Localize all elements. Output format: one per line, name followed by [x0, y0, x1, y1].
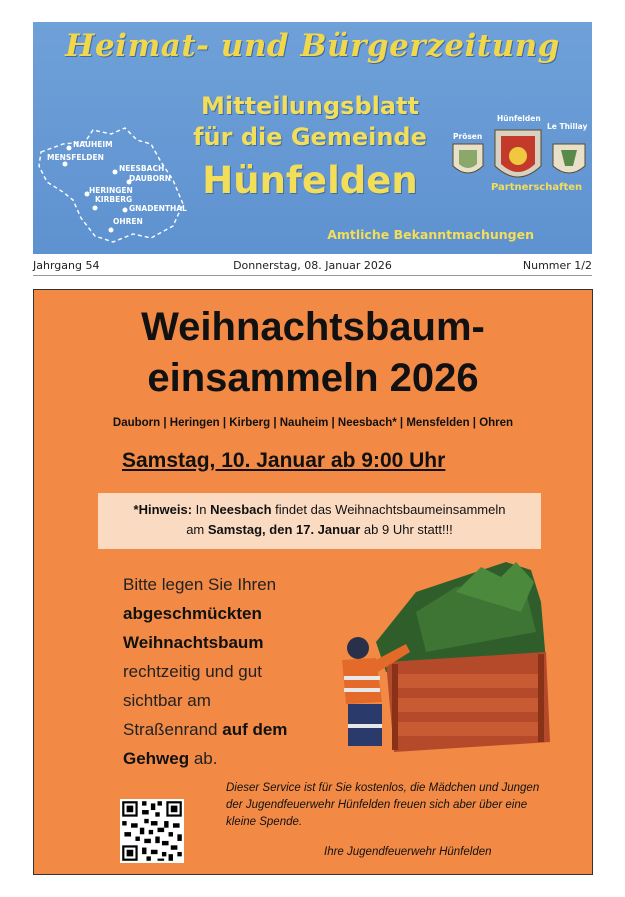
crest-huenfelden-icon [495, 130, 541, 177]
municipality-name: Hünfelden [202, 159, 418, 202]
hint-box [98, 493, 541, 549]
map-label-neesbach: NEESBACH [119, 164, 165, 173]
body-bold-3: auf dem [222, 720, 288, 739]
issue-info-bar [33, 257, 592, 276]
hint-text-3: am [186, 522, 208, 537]
poster-title-line-1: Weihnachtsbaum- [141, 305, 485, 349]
crest-label-huenfelden: Hünfelden [497, 114, 541, 123]
hint-text-1: In [192, 502, 211, 517]
partner-label: Partnerschaften [491, 182, 583, 193]
village-list: Dauborn | Heringen | Kirberg | Nauheim | Neesbach* | Mensfelden | Ohren [112, 417, 514, 429]
newspaper-title: Heimat- und Bürgerzeitung [65, 28, 560, 64]
crest-le-thillay-icon [553, 144, 585, 173]
hint-date: Samstag, den 17. Januar [207, 522, 361, 537]
map-label-dauborn: DAUBORN [129, 174, 172, 183]
body-line-1: Bitte legen Sie Ihren [123, 575, 277, 594]
crest-proesen-icon [453, 144, 483, 173]
body-line-2: rechtzeitig und gut [123, 662, 262, 681]
hint-place: Neesbach [210, 502, 272, 517]
map-label-mensfelden: MENSFELDEN [47, 153, 104, 162]
body-bold-4: Gehweg [123, 749, 190, 768]
map-label-ohren: OHREN [113, 217, 143, 226]
crest-label-proesen: Prösen [453, 132, 483, 141]
body-line-5: ab. [189, 749, 218, 768]
qr-code-icon[interactable] [120, 799, 184, 863]
tree-collection-photo [306, 552, 556, 767]
hint-label: *Hinweis: [133, 502, 193, 517]
body-bold-1: abgeschmückten [123, 604, 262, 623]
subtitle-line-2: für die Gemeinde [193, 123, 427, 151]
map-label-gnadenthal: GNADENTHAL [129, 204, 187, 213]
subtitle-line-1: Mitteilungsblatt [201, 92, 419, 120]
issue-volume: Jahrgang 54 [33, 259, 100, 272]
hint-text-2: findet das Weihnachtsbaumeinsammeln [271, 502, 506, 517]
map-label-kirberg: KIRBERG [95, 195, 133, 204]
crest-label-le-thillay: Le Thillay [547, 122, 588, 131]
issue-number: Nummer 1/2 [522, 259, 592, 272]
map-label-heringen: HERINGEN [89, 186, 133, 195]
collection-date: Samstag, 10. Januar ab 9:00 Uhr [122, 449, 446, 472]
body-line-3: sichtbar am [123, 691, 211, 710]
masthead [33, 22, 592, 254]
announcement-poster [33, 289, 593, 875]
official-notice-label: Amtliche Bekanntmachungen [327, 227, 534, 242]
poster-title-line-2: einsammeln 2026 [147, 356, 479, 400]
body-line-4: Straßenrand [123, 720, 223, 739]
body-bold-2: Weihnachtsbaum [123, 633, 264, 652]
map-label-nauheim: NAUHEIM [73, 140, 113, 149]
service-note: Dieser Service ist für Sie kostenlos, die Mädchen und Jungen der Jugendfeuerwehr Hünfelden freuen sich aber über eine kleine Spende. [226, 782, 540, 828]
instructions-text [123, 570, 323, 773]
signature: Ihre Jugendfeuerwehr Hünfelden [324, 846, 492, 858]
poster-title [34, 302, 592, 404]
hint-text-4: ab 9 Uhr statt!!! [360, 522, 453, 537]
issue-date: Donnerstag, 08. Januar 2026 [233, 259, 392, 272]
